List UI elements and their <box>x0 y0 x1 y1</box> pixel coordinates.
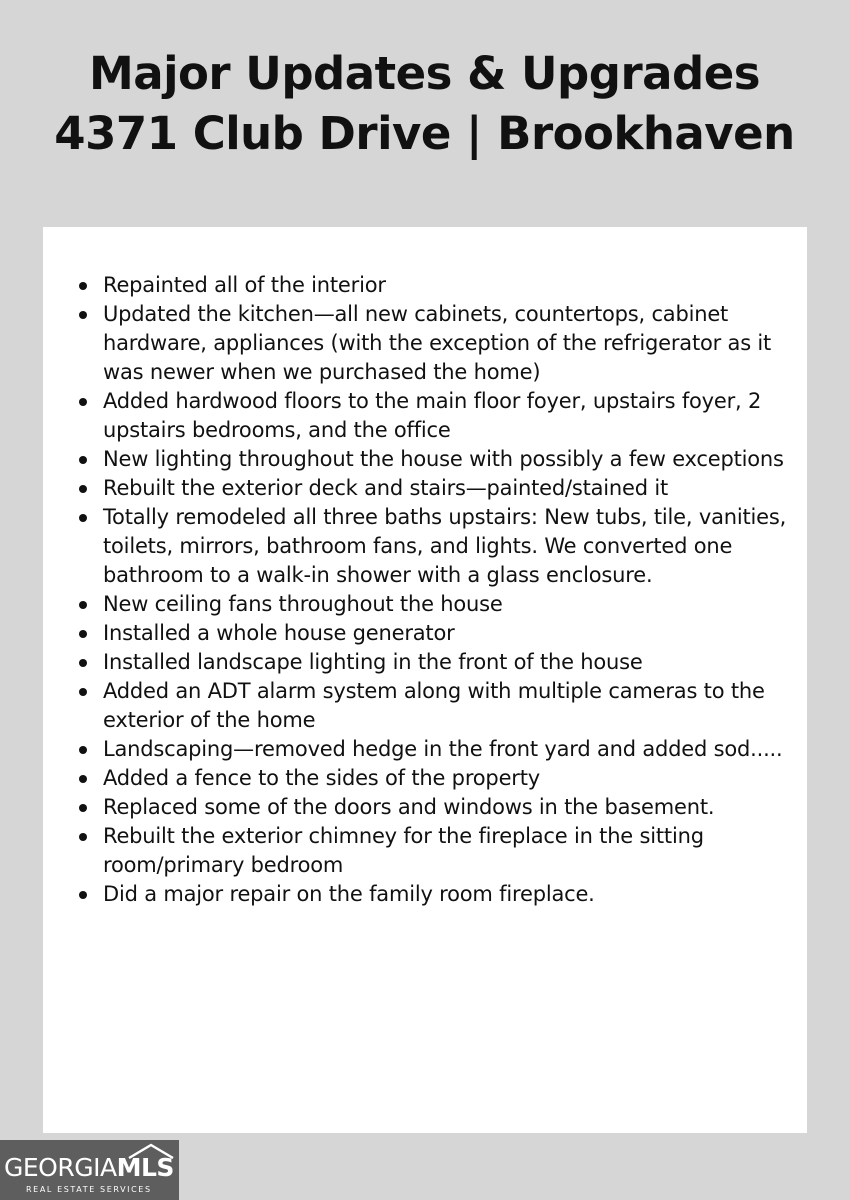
update-item <box>103 648 793 677</box>
logo-tagline: REAL ESTATE SERVICES <box>26 1185 152 1194</box>
update-item-text: Repainted all of the interior <box>103 273 386 297</box>
bullet-icon <box>79 804 87 812</box>
page-title <box>0 44 849 164</box>
bullet-icon <box>79 311 87 319</box>
update-item <box>103 445 793 474</box>
update-item-text: Added hardwood floors to the main floor foyer, upstairs foyer, 2 upstairs bedrooms, and the office <box>103 389 762 442</box>
updates-card <box>43 227 807 1133</box>
bullet-icon <box>79 630 87 638</box>
bullet-icon <box>79 514 87 522</box>
bullet-icon <box>79 282 87 290</box>
bullet-icon <box>79 456 87 464</box>
update-item <box>103 735 793 764</box>
update-item-text: Landscaping—removed hedge in the front yard and added sod..... <box>103 737 783 761</box>
update-item-text: Totally remodeled all three baths upstairs: New tubs, tile, vanities, toilets, mirrors, bathroom fans, and lights. We converted one bathroom to a walk-in shower with a glass enclosure. <box>103 505 787 587</box>
bullet-icon <box>79 659 87 667</box>
page-title-line-2: 4371 Club Drive | Brookhaven <box>54 107 795 160</box>
update-item <box>103 822 793 880</box>
logo-wordmark-georgia: GEORGIA <box>4 1153 117 1182</box>
logo-wordmark-mls: MLS <box>116 1153 174 1182</box>
update-item <box>103 474 793 503</box>
update-item-text: Rebuilt the exterior chimney for the fireplace in the sitting room/primary bedroom <box>103 824 704 877</box>
georgia-mls-logo <box>0 1140 179 1200</box>
update-item-text: Added a fence to the sides of the property <box>103 766 540 790</box>
update-item <box>103 590 793 619</box>
update-item-text: New lighting throughout the house with possibly a few exceptions <box>103 447 784 471</box>
update-item-text: New ceiling fans throughout the house <box>103 592 503 616</box>
update-item <box>103 880 793 909</box>
update-item <box>103 677 793 735</box>
bullet-icon <box>79 775 87 783</box>
logo-wordmark <box>4 1154 174 1182</box>
update-item <box>103 764 793 793</box>
update-item <box>103 793 793 822</box>
bullet-icon <box>79 688 87 696</box>
update-item-text: Added an ADT alarm system along with multiple cameras to the exterior of the home <box>103 679 765 732</box>
bullet-icon <box>79 891 87 899</box>
update-item <box>103 271 793 300</box>
update-item-text: Installed landscape lighting in the front of the house <box>103 650 643 674</box>
bullet-icon <box>79 833 87 841</box>
page-title-line-1: Major Updates & Upgrades <box>88 47 761 100</box>
update-item-text: Updated the kitchen—all new cabinets, countertops, cabinet hardware, appliances (with the exception of the refrigerator as it was newer when we purchased the home) <box>103 302 772 384</box>
update-item-text: Did a major repair on the family room fireplace. <box>103 882 595 906</box>
bullet-icon <box>79 601 87 609</box>
bullet-icon <box>79 398 87 406</box>
update-item-text: Installed a whole house generator <box>103 621 455 645</box>
update-item-text: Rebuilt the exterior deck and stairs—painted/stained it <box>103 476 669 500</box>
updates-list <box>103 271 793 909</box>
update-item <box>103 619 793 648</box>
update-item-text: Replaced some of the doors and windows in the basement. <box>103 795 715 819</box>
update-item <box>103 300 793 387</box>
bullet-icon <box>79 746 87 754</box>
bullet-icon <box>79 485 87 493</box>
update-item <box>103 503 793 590</box>
update-item <box>103 387 793 445</box>
